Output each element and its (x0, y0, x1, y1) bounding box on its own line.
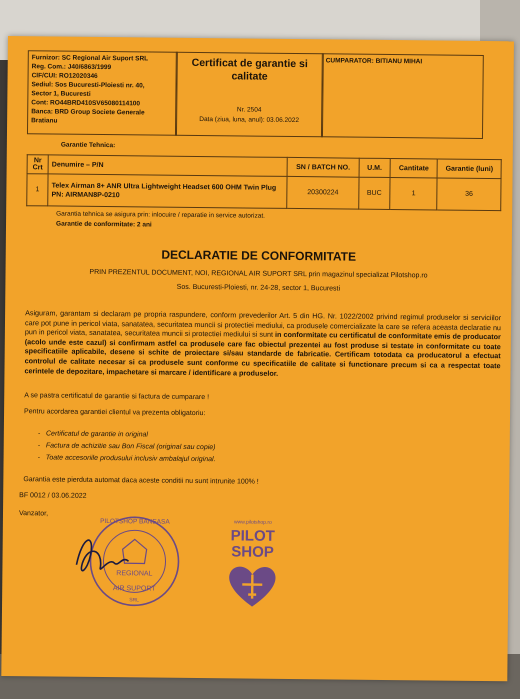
obligatory-note: Pentru acordarea garantiei clientul va prezenta obligatoriu: (24, 408, 206, 418)
table-cell: 36 (437, 178, 501, 211)
buyer-name: CUMPARATOR: BITIANU MIHAI (325, 57, 423, 66)
signature (76, 540, 128, 571)
supplier-lines (31, 53, 176, 127)
stamp-bottom-text: AIR SUPORT (112, 585, 156, 593)
table-cell: 1 (390, 178, 438, 210)
certificate-number: Nr. 2504 (236, 106, 262, 114)
table-cell: 1 (27, 174, 49, 206)
stamp-middle-text: REGIONAL (116, 570, 153, 578)
supplier-line: Sector 1, Bucuresti (31, 90, 91, 98)
warranty-note: Garantia tehnica se asigura prin: inlocuire / reparatie in service autorizat. (56, 210, 266, 220)
fiscal-receipt: BF 0012 / 03.06.2022 (19, 492, 87, 500)
supplier-line: Sediul: Sos Bucuresti-Ploiesti nr. 40, (31, 81, 145, 90)
requirement-item: - Toate accesoriile produsului inclusiv ambalajul original. (37, 454, 216, 464)
product-table (26, 154, 502, 211)
table-cell: BUC (358, 177, 390, 209)
column-header: Cantitate (390, 159, 438, 178)
requirement-item: - Certificatul de garantie in original (37, 430, 148, 439)
stamp-suffix-text: SRL (129, 597, 139, 604)
column-header: Denumire – P/N (48, 155, 287, 177)
requirement-text: Toate accesoriile produsului inclusiv ambalajul original. (45, 454, 216, 464)
column-header: SN / BATCH NO. (287, 157, 359, 177)
supplier-line: CIF/CUI: RO12020346 (31, 72, 98, 80)
warranty-section-label: Garantie Tehnica: (60, 141, 116, 150)
declaration-paragraph (24, 308, 501, 380)
supplier-line: Reg. Com.: J40/6863/1999 (31, 63, 112, 72)
logo-url: www.pilotshop.ro (233, 519, 272, 526)
declaration-text-bold: in conformitate cu certificatul de conformitate emis de producator (acolo unde este cazul) si confirmam astfel ca produsele care fac obiectul prezentei au fost produse si testate in conformitate cu toate specificatiile aplicabile, desene si schite de proiectare si/sau standarde de fabricatie. Certificam totodata ca producatorul a efectuat controlul de calitate necesar si ca produsele sunt conforme cu specificatiile de calitate si functionare precum si ca a respectat toate cerintele de depozitare, impachetare si marcare / identificare a produselor. (24, 330, 501, 378)
column-header: U.M. (359, 158, 390, 177)
declaration-intro: PRIN PREZENTUL DOCUMENT, NOI, REGIONAL AIR SUPORT SRL prin magazinul specializat Pilotshop.ro (89, 268, 428, 280)
supplier-line: Furnizor: SC Regional Air Suport SRL (31, 54, 149, 63)
warranty-lost-note: Garantia este pierduta automat daca aceste conditii nu sunt intrunite 100% ! (23, 476, 259, 486)
invoice-note: A se pastra certificatul de garantie si factura de cumparare ! (24, 392, 210, 402)
declaration-address: Sos. Bucuresti-Ploiesti, nr. 24-28, sector 1, Bucuresti (176, 283, 341, 293)
supplier-box (27, 50, 178, 136)
table-row (27, 174, 501, 211)
requirement-text: Factura de achizitie sau Bon Fiscal (original sau copie) (45, 442, 216, 452)
logo-word-pilot: PILOT (230, 527, 275, 545)
column-header: Garantie (luni) (437, 159, 501, 179)
supplier-line: Bratianu (31, 117, 58, 125)
certificate-title: Certificat de garantie si calitate (191, 56, 308, 83)
company-stamp (72, 505, 183, 616)
column-header: Nr Crt (27, 155, 48, 174)
supplier-line: Cont: RO44BRD410SV65080114100 (31, 99, 141, 108)
declaration-text: Asiguram, garantam si declaram pe propria raspundere, conform prevederilor Art. 5 din HG. Nr. 1022/2002 privind regimul produselor si serviciilor care pot pune in pericol viata, sanatatea, securitatea muncii si protectiei mediului, ca produsele comercializate la care se refera aceasta declaratie nu pun in pericol viata, sanatatea, securitatea muncii si protectiei mediului si sunt (24, 308, 502, 339)
warranty-document (1, 36, 514, 681)
logo-word-shop: SHOP (231, 543, 274, 561)
seller-label: Vanzator, (18, 510, 49, 518)
pilotshop-logo (212, 514, 293, 615)
stamp-top-text: PILOTSHOP BANEASA (100, 517, 170, 526)
certificate-date: Data (ziua, luna, anul): 03.06.2022 (199, 116, 300, 125)
table-cell: 20300224 (287, 176, 359, 209)
supplier-line: Banca: BRD Group Societe Generale (31, 108, 145, 117)
certificate-box (175, 52, 324, 138)
table-cell: Telex Airman 8+ ANR Ultra Lightweight Headset 600 OHM Twin Plug PN: AIRMAN8P-0210 (48, 174, 287, 209)
requirement-text: Certificatul de garantie in original (45, 430, 148, 439)
warranty-note: Garantie de conformitate: 2 ani (55, 220, 152, 229)
requirement-item: - Factura de achizitie sau Bon Fiscal (original sau copie) (37, 442, 216, 452)
declaration-title: DECLARATIE DE CONFORMITATE (161, 247, 357, 264)
buyer-box (321, 53, 484, 139)
